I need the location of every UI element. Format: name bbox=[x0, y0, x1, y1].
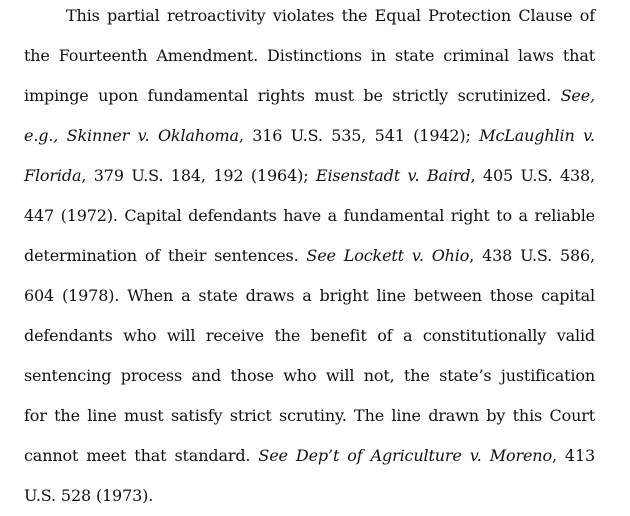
paragraph-line bbox=[24, 365, 595, 387]
case-citation: Eisenstadt v. Baird bbox=[315, 166, 471, 185]
paragraph-line bbox=[24, 325, 595, 347]
text-run: for the line must satisfy strict scrutiny. The line drawn by this Court bbox=[24, 406, 595, 425]
text-run: This partial retroactivity violates the Equal Protection Clause of bbox=[66, 6, 595, 25]
case-citation: Florida bbox=[24, 166, 82, 185]
text-run: , 438 U.S. 586, bbox=[469, 246, 595, 265]
text-run: cannot meet that standard. bbox=[24, 446, 259, 465]
text-run: 447 (1972). Capital defendants have a fundamental right to a reliable bbox=[24, 206, 595, 225]
paragraph-line bbox=[24, 285, 595, 307]
paragraph-line bbox=[24, 165, 595, 187]
text-run: , 316 U.S. 535, 541 (1942); bbox=[238, 126, 480, 145]
text-run: 604 (1978). When a state draws a bright line between those capital bbox=[24, 286, 595, 305]
text-run: impinge upon fundamental rights must be strictly scrutinized. bbox=[24, 86, 561, 105]
text-run: U.S. 528 (1973). bbox=[24, 486, 154, 505]
text-run: , 405 U.S. 438, bbox=[470, 166, 595, 185]
text-run: determination of their sentences. bbox=[24, 246, 307, 265]
case-citation: McLaughlin v. bbox=[479, 126, 595, 145]
text-run: the Fourteenth Amendment. Distinctions in state criminal laws that bbox=[24, 46, 595, 65]
paragraph-line bbox=[66, 5, 595, 27]
text-run: , 379 U.S. 184, 192 (1964); bbox=[81, 166, 316, 185]
case-citation: e.g., Skinner v. Oklahoma bbox=[24, 126, 239, 145]
paragraph-line bbox=[24, 125, 595, 147]
paragraph-line bbox=[24, 205, 595, 227]
paragraph-line bbox=[24, 85, 595, 107]
citation-signal: See, bbox=[560, 86, 595, 105]
paragraph-line bbox=[24, 45, 595, 67]
paragraph-line bbox=[24, 245, 595, 267]
text-run: sentencing process and those who will not, the state’s justification bbox=[24, 366, 595, 385]
text-run: defendants who will receive the benefit of a constitutionally valid bbox=[24, 326, 595, 345]
paragraph-line bbox=[24, 405, 595, 427]
case-citation: See Lockett v. Ohio bbox=[306, 246, 470, 265]
paragraph-line bbox=[24, 485, 595, 507]
case-citation: See Dep’t of Agriculture v. Moreno bbox=[258, 446, 552, 465]
paragraph-line bbox=[24, 445, 595, 467]
text-run: , 413 bbox=[551, 446, 596, 465]
